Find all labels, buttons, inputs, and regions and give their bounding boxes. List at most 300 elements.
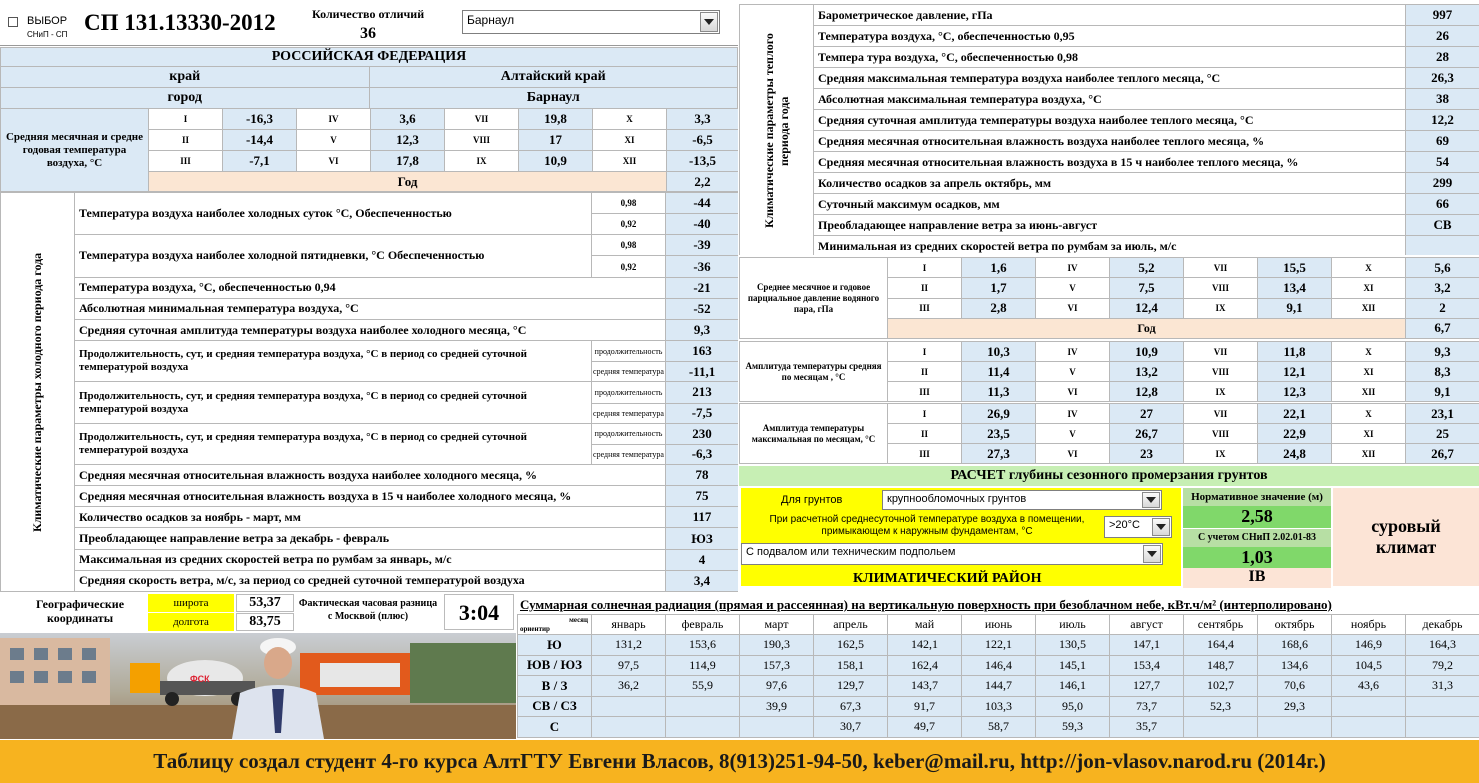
soil-label: Для грунтов [781,494,843,506]
period-duration-label: продолжительность [592,382,666,403]
month-label: XII [1332,444,1406,464]
solar-value: 36,2 [592,676,666,697]
solar-value: 79,2 [1406,655,1479,676]
month-value: 23 [1110,444,1184,464]
warm-period-block [739,4,1479,255]
month-value: 7,5 [1110,278,1184,298]
month-label: V [1036,362,1110,382]
solar-value: 97,5 [592,655,666,676]
corner-orient: ориентир [520,625,550,633]
month-label: VIII [1184,424,1258,444]
probability: 0,98 [592,235,666,256]
solar-value: 91,7 [888,696,962,717]
warm-row-label: Средняя максимальная температура воздуха наиболее теплого месяца, °С [814,68,1406,89]
solar-direction: ЮВ / ЮЗ [518,655,592,676]
month-label: X [1332,342,1406,362]
month-value: 1,6 [962,258,1036,278]
warm-value: 299 [1406,173,1479,194]
solar-value: 127,7 [1110,676,1184,697]
amp_mean-label: Амплитуда температуры средняя по месяцам , °С [740,342,888,402]
solar-value: 122,1 [962,635,1036,656]
author-photo [0,633,516,739]
month-value: 15,5 [1258,258,1332,278]
month-label: V [1036,424,1110,444]
solar-value: 39,9 [740,696,814,717]
tz-value: 3:04 [444,594,514,630]
month-value: 2 [1406,298,1479,318]
probability: 0,92 [592,256,666,277]
solar-value [666,717,740,738]
norm-value: 2,58 [1183,506,1331,528]
warm-row-label: Преобладающее направление ветра за июнь-август [814,215,1406,236]
checkbox-sublabel: СНиП - СП [27,30,68,39]
solar-value: 158,1 [814,655,888,676]
snip-value: 1,03 [1183,547,1331,568]
lon-value: 83,75 [236,613,294,631]
amp-mean-block [739,341,1479,402]
period-duration-label: продолжительность [592,341,666,362]
city-dropdown-value: Барнаул [467,13,515,27]
month-value: 11,3 [962,382,1036,402]
month-value: 2,8 [962,298,1036,318]
probability: 0,98 [592,193,666,214]
solar-corner [518,615,592,635]
warm-side-label [740,5,814,256]
period-temp-label: средняя температура [592,444,666,464]
month-value: 9,3 [1406,342,1479,362]
solar-value: 142,1 [888,635,962,656]
month-value: -7,1 [223,151,297,172]
snip-checkbox[interactable] [8,17,18,27]
solar-value: 162,4 [888,655,962,676]
indoor-temp-value: >20°С [1109,519,1141,531]
solar-value: 55,9 [666,676,740,697]
month-label: VIII [1184,278,1258,298]
soil-dropdown[interactable] [882,490,1162,510]
solar-value: 104,5 [1332,655,1406,676]
country-title: РОССИЙСКАЯ ФЕДЕРАЦИЯ [1,48,738,67]
solar-value: 58,7 [962,717,1036,738]
month-value: -13,5 [667,151,739,172]
month-value: 13,2 [1110,362,1184,382]
basement-dropdown[interactable] [741,543,1163,565]
cold-side-label [1,193,75,592]
year-label: Год [149,172,667,192]
month-label: IX [1184,298,1258,318]
snip-label: С учетом СНиП 2.02.01-83 [1183,529,1331,547]
solar-value: 130,5 [1036,635,1110,656]
solar-month: февраль [666,615,740,635]
month-value: 9,1 [1258,298,1332,318]
month-label: I [888,342,962,362]
warm-row-label: Средняя месячная относительная влажность воздуха в 15 ч наиболее теплого месяца, % [814,152,1406,173]
krai-value: Алтайский край [369,67,738,88]
warm-value: 38 [1406,89,1479,110]
cold-row-label: Температура воздуха наиболее холодных суток °С, Обеспеченностью [75,193,592,235]
solar-value: 148,7 [1184,655,1258,676]
month-label: X [1332,404,1406,424]
month-label: III [149,151,223,172]
solar-title: Суммарная солнечная радиация (прямая и рассеянная) на вертикальную поверхность при безоблачном небе, кВт.ч/м² (интерполировано) [520,597,1332,612]
vapor-label: Среднее месячное и годовое парциальное давление водяного пара, гПа [740,258,888,339]
month-label: VII [1184,342,1258,362]
month-label: VIII [1184,362,1258,382]
month-value: 12,8 [1110,382,1184,402]
month-label: X [593,109,667,130]
period-temp-label: средняя температура [592,403,666,423]
cold-value: -21 [666,277,738,298]
month-value: 26,9 [962,404,1036,424]
solar-value: 143,7 [888,676,962,697]
month-label: VI [1036,444,1110,464]
month-value: 24,8 [1258,444,1332,464]
solar-month: ноябрь [1332,615,1406,635]
month-value: 17,8 [371,151,445,172]
month-value: 9,1 [1406,382,1479,402]
month-label: XII [1332,298,1406,318]
cold-row-label: Температура воздуха наиболее холодной пятидневки, °С Обеспеченностью [75,235,592,277]
month-value: -6,5 [667,130,739,151]
soil-dropdown-value: крупнообломочных грунтов [887,493,1027,505]
diff-count: 36 [360,25,376,42]
warm-row-label: Абсолютная максимальная температура воздуха, °С [814,89,1406,110]
cold-value: 78 [666,464,738,485]
month-label: X [1332,258,1406,278]
solar-month: июль [1036,615,1110,635]
month-value: 23,1 [1406,404,1479,424]
month-label: III [888,298,962,318]
month-value: 12,3 [371,130,445,151]
month-label: III [888,382,962,402]
month-label: II [888,278,962,298]
month-label: XI [1332,424,1406,444]
solar-value: 164,4 [1184,635,1258,656]
solar-value [1332,696,1406,717]
solar-month: март [740,615,814,635]
solar-block [517,592,1479,739]
indoor-temp-dropdown[interactable] [1104,516,1172,538]
month-value: 1,7 [962,278,1036,298]
cold-value: 75 [666,486,738,507]
solar-value [1406,717,1479,738]
warm-row-label: Минимальная из средних скоростей ветра по румбам за июль, м/с [814,236,1406,256]
month-value: 22,9 [1258,424,1332,444]
month-label: VI [297,151,371,172]
solar-value: 153,6 [666,635,740,656]
solar-value [1258,717,1332,738]
warm-value: 26,3 [1406,68,1479,89]
solar-month: май [888,615,962,635]
solar-value: 157,3 [740,655,814,676]
cold-value: -39 [666,235,738,256]
solar-value: 73,7 [1110,696,1184,717]
solar-value: 190,3 [740,635,814,656]
period-temp: -7,5 [666,403,738,423]
cold-row-label: Температура воздуха, °С, обеспеченностью 0,94 [75,277,666,298]
cold-row-label: Средняя месячная относительная влажность воздуха в 15 ч наиболее холодного месяца, % [75,486,666,507]
footer-credits: Таблицу создал студент 4-го курса АлтГТУ Евгени Власов, 8(913)251-94-50, keber@mail.ru, http://jon-vlasov.narod.ru (2014г.) [153,749,1326,773]
solar-value [666,696,740,717]
year-label: Год [888,318,1406,338]
chevron-down-icon[interactable] [700,12,718,32]
month-value: 12,3 [1258,382,1332,402]
month-label: I [888,258,962,278]
warm-value: 54 [1406,152,1479,173]
indoor-label: При расчетной среднесуточной температуре воздуха в помещении, примыкающем к наружным фундаментам, °С [769,514,1085,537]
solar-value: 164,3 [1406,635,1479,656]
month-label: II [888,362,962,382]
footer-bar [0,740,1479,783]
month-value: 13,4 [1258,278,1332,298]
solar-value: 146,1 [1036,676,1110,697]
month-value: 17 [519,130,593,151]
solar-value: 52,3 [1184,696,1258,717]
month-value: 12,1 [1258,362,1332,382]
solar-value: 103,3 [962,696,1036,717]
cold-row-label: Абсолютная минимальная температура воздуха, °С [75,298,666,319]
month-label: VIII [445,130,519,151]
month-value: 26,7 [1110,424,1184,444]
month-label: I [149,109,223,130]
warm-row-label: Средняя месячная относительная влажность воздуха наиболее теплого месяца, % [814,131,1406,152]
month-label: IV [297,109,371,130]
cold-row-label: Преобладающее направление ветра за декабрь - февраль [75,528,666,549]
cold-row-label: Максимальная из средних скоростей ветра по румбам за январь, м/с [75,549,666,570]
region-block [0,47,738,108]
severe-climate-badge: суровый климат [1333,488,1479,586]
period-label: Продолжительность, сут, и средняя температура воздуха, °С в период со средней суточной температурой воздуха [75,423,592,464]
geo-block [0,592,516,632]
month-value: 11,8 [1258,342,1332,362]
solar-value: 29,3 [1258,696,1332,717]
solar-value: 129,7 [814,676,888,697]
month-label: VII [1184,258,1258,278]
solar-value: 145,1 [1036,655,1110,676]
month-label: IX [445,151,519,172]
cold-value: -40 [666,214,738,235]
month-label: IV [1036,342,1110,362]
warm-value: 12,2 [1406,110,1479,131]
period-duration: 163 [666,341,738,362]
solar-value: 168,6 [1258,635,1332,656]
probability: 0,92 [592,214,666,235]
period-duration: 213 [666,382,738,403]
lat-value: 53,37 [236,594,294,612]
solar-value: 102,7 [1184,676,1258,697]
month-label: I [888,404,962,424]
monthly-temp-block [0,108,738,192]
solar-month: декабрь [1406,615,1479,635]
cold-value: 3,4 [666,570,738,591]
month-label: III [888,444,962,464]
cold-value: ЮЗ [666,528,738,549]
solar-direction: СВ / СЗ [518,696,592,717]
month-value: 26,7 [1406,444,1479,464]
corner-month: месяц [569,616,588,624]
chevron-down-icon[interactable] [1142,492,1160,508]
month-value: 27 [1110,404,1184,424]
city-label: город [1,88,370,109]
year-value: 2,2 [667,172,739,192]
warm-value: СВ [1406,215,1479,236]
month-label: V [1036,278,1110,298]
month-label: VII [445,109,519,130]
warm-value: 26 [1406,26,1479,47]
solar-value: 30,7 [814,717,888,738]
month-label: VI [1036,298,1110,318]
zone-value: IB [1183,568,1331,588]
month-value: 3,3 [667,109,739,130]
month-value: 25 [1406,424,1479,444]
freeze-title: РАСЧЕТ глубины сезонного промерзания грунтов [739,466,1479,486]
solar-value [1406,696,1479,717]
warm-side-text: Климатические параметры теплого периода года [761,33,791,228]
month-label: IX [1184,444,1258,464]
month-value: 3,6 [371,109,445,130]
norm-label: Нормативное значение (м) [1183,488,1331,506]
solar-value: 43,6 [1332,676,1406,697]
solar-value: 146,9 [1332,635,1406,656]
warm-row-label: Суточный максимум осадков, мм [814,194,1406,215]
solar-value: 134,6 [1258,655,1332,676]
solar-month: июнь [962,615,1036,635]
doc-code: СП 131.13330-2012 [84,10,276,35]
warm-value: 69 [1406,131,1479,152]
month-value: 27,3 [962,444,1036,464]
freeze-calc-block [739,466,1479,590]
month-value: 23,5 [962,424,1036,444]
month-label: XI [1332,362,1406,382]
month-label: VI [1036,382,1110,402]
period-duration-label: продолжительность [592,423,666,444]
month-value: 5,6 [1406,258,1479,278]
solar-value: 59,3 [1036,717,1110,738]
truck-brand: ФСК [190,674,210,684]
cold-row-label: Количество осадков за ноябрь - март, мм [75,507,666,528]
cold-row-label: Средняя месячная относительная влажность воздуха наиболее холодного месяца, % [75,464,666,485]
month-label: XI [1332,278,1406,298]
month-label: XII [593,151,667,172]
cold-value: 117 [666,507,738,528]
month-value: 5,2 [1110,258,1184,278]
checkbox-label: ВЫБОР [27,15,68,27]
chevron-down-icon[interactable] [1152,518,1170,536]
warm-row-label: Средняя суточная амплитуда температуры воздуха наиболее теплого месяца, °С [814,110,1406,131]
solar-value: 114,9 [666,655,740,676]
solar-value: 147,1 [1110,635,1184,656]
month-value: -16,3 [223,109,297,130]
month-label: V [297,130,371,151]
cold-value: -44 [666,193,738,214]
month-value: 8,3 [1406,362,1479,382]
month-label: II [888,424,962,444]
month-label: IV [1036,404,1110,424]
amp-max-block [739,403,1479,464]
month-value: 3,2 [1406,278,1479,298]
cold-value: -52 [666,298,738,319]
solar-value: 153,4 [1110,655,1184,676]
solar-value: 146,4 [962,655,1036,676]
monthly-temp-label: Средняя месячная и средне годовая температура воздуха, °С [1,109,149,192]
warm-value [1406,236,1479,256]
solar-month: апрель [814,615,888,635]
solar-value: 131,2 [592,635,666,656]
solar-value: 95,0 [1036,696,1110,717]
cold-period-block [0,192,738,592]
solar-value: 162,5 [814,635,888,656]
warm-value: 28 [1406,47,1479,68]
solar-value: 35,7 [1110,717,1184,738]
year-value: 6,7 [1406,318,1479,338]
month-value: 10,9 [1110,342,1184,362]
solar-direction: Ю [518,635,592,656]
warm-value: 997 [1406,5,1479,26]
solar-value [592,717,666,738]
chevron-down-icon[interactable] [1143,545,1161,563]
warm-value: 66 [1406,194,1479,215]
vapor-block [739,257,1479,339]
period-temp: -6,3 [666,444,738,464]
period-temp: -11,1 [666,362,738,382]
warm-row-label: Барометрическое давление, гПа [814,5,1406,26]
solar-value: 70,6 [1258,676,1332,697]
solar-month: август [1110,615,1184,635]
basement-dropdown-value: С подвалом или техническим подпольем [746,546,956,558]
solar-direction: В / З [518,676,592,697]
month-value: 12,4 [1110,298,1184,318]
solar-value: 31,3 [1406,676,1479,697]
period-duration: 230 [666,423,738,444]
solar-value: 49,7 [888,717,962,738]
month-value: -14,4 [223,130,297,151]
solar-value [1184,717,1258,738]
solar-direction: С [518,717,592,738]
warm-row-label: Температура воздуха, °С, обеспеченностью 0,95 [814,26,1406,47]
lon-label: долгота [148,613,234,631]
month-label: II [149,130,223,151]
period-label: Продолжительность, сут, и средняя температура воздуха, °С в период со средней суточной температурой воздуха [75,382,592,423]
city-value: Барнаул [369,88,738,109]
solar-month: октябрь [1258,615,1332,635]
solar-value [740,717,814,738]
month-value: 10,3 [962,342,1036,362]
solar-value: 97,6 [740,676,814,697]
month-value: 10,9 [519,151,593,172]
zone-label: КЛИМАТИЧЕСКИЙ РАЙОН [853,571,1042,586]
period-temp-label: средняя температура [592,362,666,382]
tz-label: Фактическая часовая разница с Москвой (плюс) [298,598,438,622]
cold-value: -36 [666,256,738,277]
cold-side-text: Климатические параметры холодного периода года [30,252,44,532]
cold-value: 4 [666,549,738,570]
solar-value [592,696,666,717]
geo-label: Географические координаты [35,597,125,625]
warm-row-label: Темпера тура воздуха, °С, обеспеченностью 0,98 [814,47,1406,68]
solar-value: 144,7 [962,676,1036,697]
diff-label: Количество отличий [312,7,425,21]
month-label: IV [1036,258,1110,278]
cold-value: 9,3 [666,319,738,340]
solar-month: январь [592,615,666,635]
month-label: XI [593,130,667,151]
construction-site-illustration [0,633,516,739]
solar-month: сентябрь [1184,615,1258,635]
warm-row-label: Количество осадков за апрель октябрь, мм [814,173,1406,194]
month-value: 22,1 [1258,404,1332,424]
lat-label: широта [148,594,234,612]
month-label: XII [1332,382,1406,402]
city-dropdown[interactable] [462,10,720,34]
